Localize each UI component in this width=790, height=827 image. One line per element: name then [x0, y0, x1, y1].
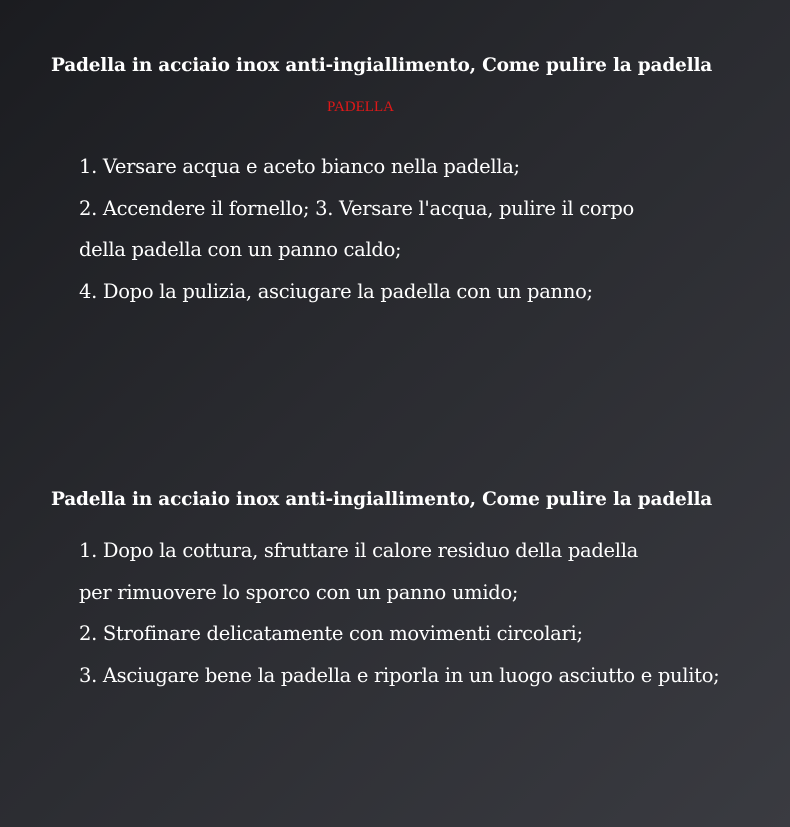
section1-steps — [79, 146, 634, 312]
section1-step: 1. Versare acqua e aceto bianco nella padella; — [79, 155, 520, 178]
section2-step: 3. Asciugare bene la padella e riporla in un luogo asciutto e pulito; — [79, 663, 720, 687]
section1-subtitle: PADELLA — [327, 99, 394, 115]
section1-step: della padella con un panno caldo; — [79, 238, 402, 262]
section1-step: 4. Dopo la pulizia, asciugare la padella con un panno; — [79, 279, 593, 303]
section2-step: 1. Dopo la cottura, sfruttare il calore residuo della padella — [79, 539, 638, 562]
section2-step: 2. Strofinare delicatamente con movimenti circolari; — [79, 622, 583, 646]
section2-step: per rimuovere lo sporco con un panno umido; — [79, 580, 519, 604]
section2-title: Padella in acciaio inox anti-ingiallimento, Come pulire la padella — [51, 489, 713, 511]
section1-title: Padella in acciaio inox anti-ingiallimento, Come pulire la padella — [51, 55, 713, 77]
section2-steps — [79, 530, 719, 696]
section1-step: 2. Accendere il fornello; 3. Versare l'acqua, pulire il corpo — [79, 196, 634, 220]
